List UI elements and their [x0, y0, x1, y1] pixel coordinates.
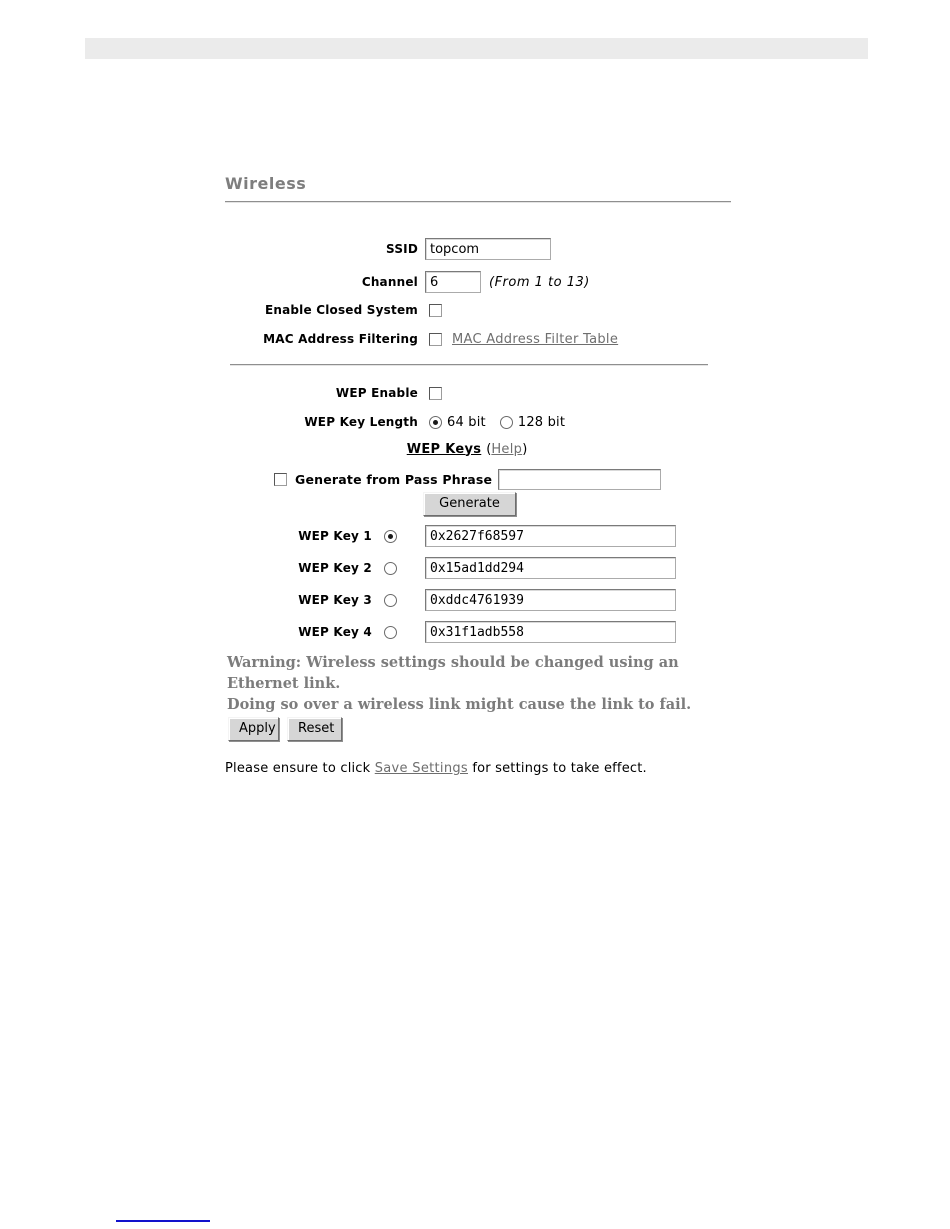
- wep-key-3-radio[interactable]: [384, 594, 397, 607]
- wep-key-4-row: [225, 620, 676, 644]
- closed-system-label: Enable Closed System: [264, 303, 418, 317]
- ssid-label: SSID: [386, 242, 418, 256]
- warning-line-1: Warning: Wireless settings should be changed using an Ethernet link.: [227, 654, 679, 692]
- mac-filter-table-link[interactable]: MAC Address Filter Table: [452, 331, 619, 347]
- wep-keys-heading: WEP Keys: [406, 441, 482, 457]
- bottom-link-underline[interactable]: [116, 1220, 210, 1222]
- heading-divider: [225, 201, 731, 203]
- wep-key-length-row: [225, 413, 579, 431]
- wep-key-3-input[interactable]: [425, 589, 676, 611]
- passphrase-checkbox[interactable]: [274, 473, 287, 486]
- help-paren-close: ): [522, 441, 528, 457]
- channel-range-hint: (From 1 to 13): [489, 274, 590, 290]
- wep-key-1-radio[interactable]: [384, 530, 397, 543]
- warning-text: [227, 652, 727, 715]
- passphrase-row: [225, 468, 661, 490]
- wep-key-2-row: [225, 556, 676, 580]
- footer-note: [225, 761, 647, 776]
- top-bar: [85, 38, 868, 59]
- wep-128bit-label: 128 bit: [517, 414, 566, 430]
- footer-note-prefix: Please ensure to click: [225, 761, 375, 776]
- wep-key-2-radio[interactable]: [384, 562, 397, 575]
- help-link[interactable]: Help: [491, 441, 523, 457]
- ssid-input[interactable]: [425, 238, 551, 260]
- wep-key-2-input[interactable]: [425, 557, 676, 579]
- apply-button[interactable]: Apply: [228, 717, 279, 741]
- wep-64bit-label: 64 bit: [447, 414, 486, 430]
- wep-enable-checkbox[interactable]: [429, 387, 442, 400]
- wep-key-3-row: [225, 588, 676, 612]
- footer-note-suffix: for settings to take effect.: [468, 761, 647, 776]
- channel-label: Channel: [361, 275, 418, 289]
- save-settings-link[interactable]: Save Settings: [374, 761, 468, 776]
- wep-key-3-label: WEP Key 3: [298, 593, 372, 607]
- page-title: Wireless: [225, 174, 307, 193]
- wep-key-4-input[interactable]: [425, 621, 676, 643]
- wep-keys-heading-row: [225, 440, 709, 458]
- reset-button[interactable]: Reset: [287, 717, 342, 741]
- wep-key-2-label: WEP Key 2: [298, 561, 372, 575]
- channel-input[interactable]: [425, 271, 481, 293]
- wep-enable-label: WEP Enable: [335, 386, 418, 400]
- passphrase-label: Generate from Pass Phrase: [295, 471, 493, 487]
- mac-filtering-checkbox[interactable]: [429, 333, 442, 346]
- closed-system-checkbox[interactable]: [429, 304, 442, 317]
- action-buttons-row: [228, 716, 342, 742]
- wep-key-1-label: WEP Key 1: [298, 529, 372, 543]
- channel-row: [225, 270, 590, 294]
- wep-key-4-radio[interactable]: [384, 626, 397, 639]
- section-divider: [230, 364, 708, 366]
- wep-key-4-label: WEP Key 4: [298, 625, 372, 639]
- wep-key-length-label: WEP Key Length: [304, 415, 418, 429]
- warning-line-2: Doing so over a wireless link might cause the link to fail.: [227, 696, 692, 713]
- passphrase-input[interactable]: [498, 469, 661, 490]
- wep-64bit-radio[interactable]: [429, 416, 442, 429]
- generate-row: [225, 492, 516, 516]
- wep-key-1-input[interactable]: [425, 525, 676, 547]
- mac-filtering-row: [225, 330, 618, 348]
- ssid-row: [225, 237, 551, 261]
- help-paren-open: (: [486, 441, 492, 457]
- wep-key-1-row: [225, 524, 676, 548]
- closed-system-row: [225, 301, 442, 319]
- mac-filtering-label: MAC Address Filtering: [263, 332, 418, 346]
- wep-enable-row: [225, 384, 442, 402]
- wep-128bit-radio[interactable]: [500, 416, 513, 429]
- generate-button[interactable]: Generate: [423, 492, 516, 516]
